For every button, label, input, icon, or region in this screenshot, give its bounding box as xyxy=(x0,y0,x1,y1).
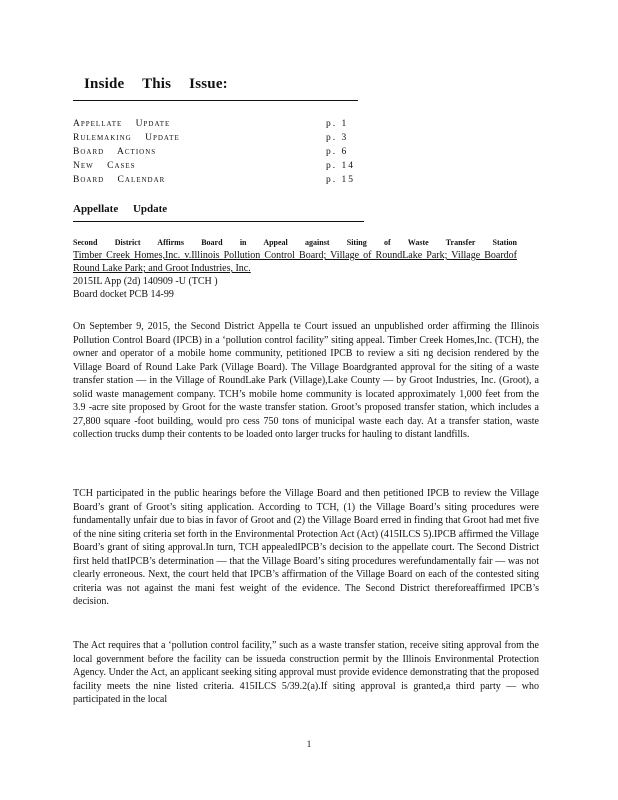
toc-divider xyxy=(73,100,358,101)
case-citation: Timber Creek Homes,Inc. v.Illinois Pollution Control Board; Village of RoundLake Park; Village Boardof Round Lake Park; and Groot Industries, Inc. xyxy=(73,250,517,274)
toc-item[interactable] xyxy=(73,131,358,145)
case-cite-line: 2015IL App (2d) 140909 -U (TCH ) xyxy=(73,276,218,287)
toc-item[interactable] xyxy=(73,145,358,159)
toc-title: Inside This Issue: xyxy=(84,76,228,92)
case-header xyxy=(73,237,517,301)
page-number: 1 xyxy=(306,739,312,749)
toc-item[interactable] xyxy=(73,117,358,131)
table-of-contents xyxy=(73,117,358,187)
toc-item-label: New Cases xyxy=(73,161,136,171)
body-paragraph: The Act requires that a ‘pollution control facility,” such as a waste transfer station, receive siting approval from the local government before the facility can be issueda construction permit by the Illinois Environmental Protection Agency. Under the Act, an applicant seeking siting approval must provide evidence demonstrating that the proposed facility meets the nine listed criteria. 415ILCS 5/39.2(a).If siting approval is granted,a third party — who participated in the local xyxy=(73,640,539,705)
toc-item[interactable] xyxy=(73,173,358,187)
toc-item-label: Rulemaking Update xyxy=(73,133,180,143)
section-title: Appellate Update xyxy=(73,203,168,215)
section-divider xyxy=(73,221,364,222)
case-heading: Second District Affirms Board in Appeal against Siting of Waste Transfer Station xyxy=(73,238,517,247)
toc-item-page: p. 3 xyxy=(326,133,349,143)
toc-item-label: Appellate Update xyxy=(73,119,171,129)
toc-item[interactable] xyxy=(73,159,358,173)
toc-item-page: p. 6 xyxy=(326,147,349,157)
toc-item-page: p. 14 xyxy=(326,161,355,171)
board-docket: Board docket PCB 14-99 xyxy=(73,289,174,300)
body-paragraph: TCH participated in the public hearings before the Village Board and then petitioned IPCB to review the Village Board’s grant of Groot’s siting application. According to TCH, (1) the Village Board’s siting procedures were fundamentally unfair due to bias in favor of Groot and (2) the Village Board erred in finding that Groot had met five of the nine siting criteria set forth in the Environmental Protection Act (Act) (415ILCS 5).IPCB affirmed the Village Board’s grant of siting approval.In turn, TCH appealedIPCB’s decision to the appellate court. The Second District first held thatIPCB’s determination — that the Village Board’s siting procedures werefundamentally fair — was not clearly erroneous. Next, the court held that IPCB’s affirmation of the Village Board on each of the contested siting criteria was not against the mani fest weight of the evidence. The Second District thereforeaffirmed IPCB’s decision. xyxy=(73,488,539,607)
toc-item-page: p. 1 xyxy=(326,119,349,129)
body-paragraph: On September 9, 2015, the Second District Appella te Court issued an unpublished order affirming the Illinois Pollution Control Board (IPCB) in a ‘pollution control facility” siting appeal. Timber Creek Homes,Inc. (TCH), the owner and operator of a mobile home community, petitioned IPCB to review a siti ng decision rendered by the Village Board of Round Lake Park (Village Board). The Village Boardgranted approval for the siting of a waste transfer station — in the Village of RoundLake Park (Village),Lake County — by Groot Industries, Inc. (Groot), a solid waste management company. TCH’s mobile home community is located approximately 1,000 feet from the 3.9 -acre site proposed by Groot for the waste transfer station. Groot’s proposed transfer station, which includes a 27,800 square -foot building, would pro cess 750 tons of municipal waste each day. At a transfer station, waste collection trucks dump their contents to be loaded onto larger trucks for hauling to distant landfills. xyxy=(73,321,539,440)
toc-item-label: Board Calendar xyxy=(73,175,166,185)
toc-item-page: p. 15 xyxy=(326,175,355,185)
toc-item-label: Board Actions xyxy=(73,147,157,157)
